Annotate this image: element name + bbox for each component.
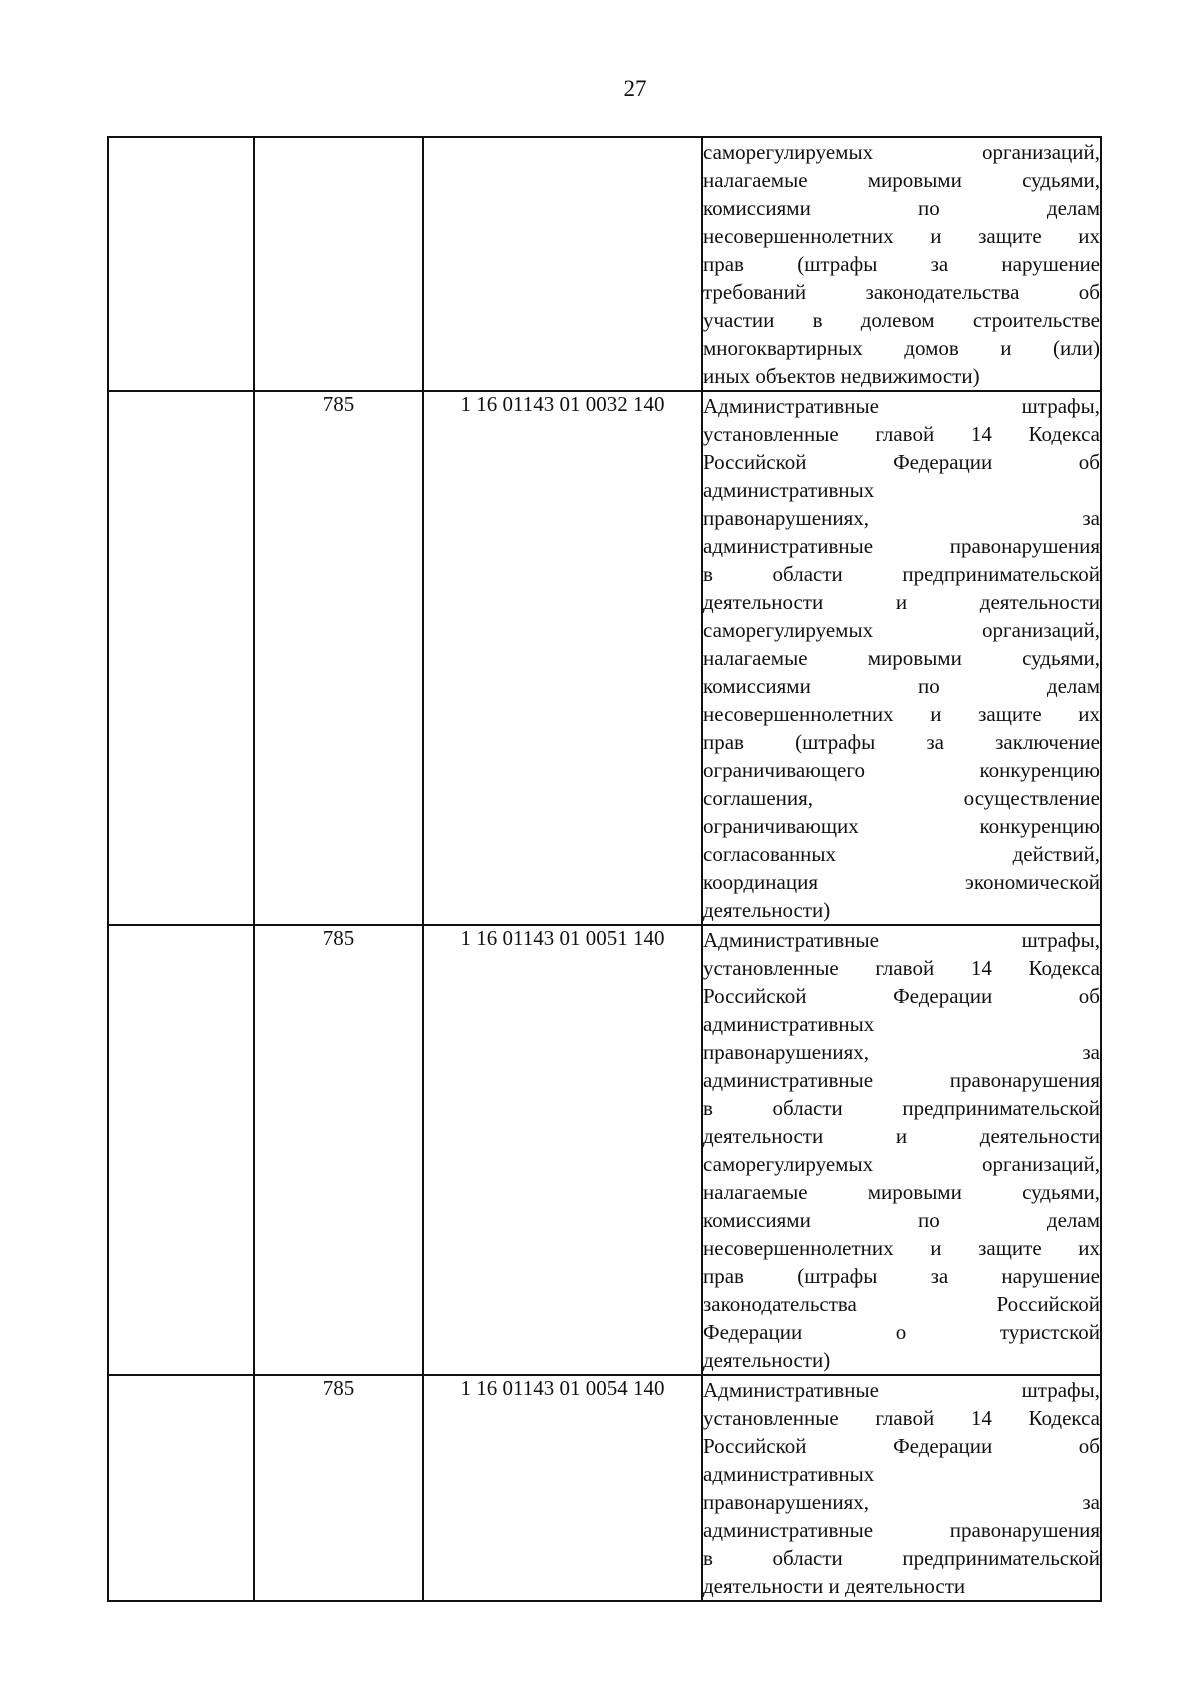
description-line: Российской Федерации об	[703, 984, 1100, 1008]
description-line: налагаемые мировыми судьями,	[703, 1180, 1100, 1204]
description-line: Российской Федерации об	[703, 450, 1100, 474]
description-line: правонарушениях, за	[703, 1040, 1100, 1064]
description-line: деятельности и деятельности	[703, 1124, 1100, 1148]
description-line: деятельности)	[703, 898, 831, 922]
description-line: комиссиями по делам	[703, 1208, 1100, 1232]
description-line: административных	[703, 1462, 875, 1486]
description-line: ограничивающих конкуренцию	[703, 814, 1100, 838]
table-row	[108, 391, 1101, 925]
description-cell	[702, 137, 1101, 391]
description-line: многоквартирных домов и (или)	[703, 336, 1100, 360]
description-line: деятельности и деятельности	[703, 590, 1100, 614]
admin-code-cell	[254, 137, 423, 391]
description-line: административные правонарушения	[703, 1068, 1100, 1092]
table-row	[108, 925, 1101, 1375]
description-line: деятельности и деятельности	[703, 1574, 966, 1598]
description-line: установленные главой 14 Кодекса	[703, 1406, 1100, 1430]
description-line: прав (штрафы за нарушение	[703, 1264, 1100, 1288]
description-line: Административные штрафы,	[703, 928, 1100, 952]
table-row	[108, 1375, 1101, 1601]
description-line: законодательства Российской	[703, 1292, 1100, 1316]
empty-cell	[108, 137, 254, 391]
description-line: Административные штрафы,	[703, 1378, 1100, 1402]
description-line: налагаемые мировыми судьями,	[703, 168, 1100, 192]
description-line: деятельности)	[703, 1348, 831, 1372]
description-line: административные правонарушения	[703, 534, 1100, 558]
description-line: саморегулируемых организаций,	[703, 1152, 1100, 1176]
description-line: комиссиями по делам	[703, 196, 1100, 220]
description-line: требований законодательства об	[703, 280, 1100, 304]
description-line: несовершеннолетних и защите их	[703, 1236, 1100, 1260]
description-line: соглашения, осуществление	[703, 786, 1100, 810]
description-line: несовершеннолетних и защите их	[703, 224, 1100, 248]
description-line: Административные штрафы,	[703, 394, 1100, 418]
admin-code-cell: 785	[254, 925, 423, 1375]
description-line: налагаемые мировыми судьями,	[703, 646, 1100, 670]
description-line: прав (штрафы за заключение	[703, 730, 1100, 754]
description-line: участии в долевом строительстве	[703, 308, 1100, 332]
description-cell	[702, 925, 1101, 1375]
description-line: Российской Федерации об	[703, 1434, 1100, 1458]
description-line: согласованных действий,	[703, 842, 1100, 866]
description-line: правонарушениях, за	[703, 1490, 1100, 1514]
page-number: 27	[623, 76, 647, 101]
empty-cell	[108, 1375, 254, 1601]
description-cell	[702, 391, 1101, 925]
table-row	[108, 137, 1101, 391]
description-line: координация экономической	[703, 870, 1100, 894]
description-line: установленные главой 14 Кодекса	[703, 956, 1100, 980]
description-line: Федерации о туристской	[703, 1320, 1100, 1344]
kbk-code-cell: 1 16 01143 01 0032 140	[423, 391, 702, 925]
description-line: иных объектов недвижимости)	[703, 364, 980, 388]
description-line: саморегулируемых организаций,	[703, 618, 1100, 642]
description-line: ограничивающего конкуренцию	[703, 758, 1100, 782]
description-line: правонарушениях, за	[703, 506, 1100, 530]
description-line: административных	[703, 1012, 875, 1036]
description-line: саморегулируемых организаций,	[703, 140, 1100, 164]
description-line: комиссиями по делам	[703, 674, 1100, 698]
kbk-code-cell: 1 16 01143 01 0054 140	[423, 1375, 702, 1601]
empty-cell	[108, 391, 254, 925]
description-line: в области предпринимательской	[703, 562, 1100, 586]
description-line: установленные главой 14 Кодекса	[703, 422, 1100, 446]
description-line: прав (штрафы за нарушение	[703, 252, 1100, 276]
budget-codes-table	[107, 136, 1102, 1602]
description-line: несовершеннолетних и защите их	[703, 702, 1100, 726]
kbk-code-cell: 1 16 01143 01 0051 140	[423, 925, 702, 1375]
description-line: административные правонарушения	[703, 1518, 1100, 1542]
description-cell	[702, 1375, 1101, 1601]
description-line: в области предпринимательской	[703, 1096, 1100, 1120]
description-line: в области предпринимательской	[703, 1546, 1100, 1570]
admin-code-cell: 785	[254, 1375, 423, 1601]
empty-cell	[108, 925, 254, 1375]
kbk-code-cell	[423, 137, 702, 391]
admin-code-cell: 785	[254, 391, 423, 925]
description-line: административных	[703, 478, 875, 502]
